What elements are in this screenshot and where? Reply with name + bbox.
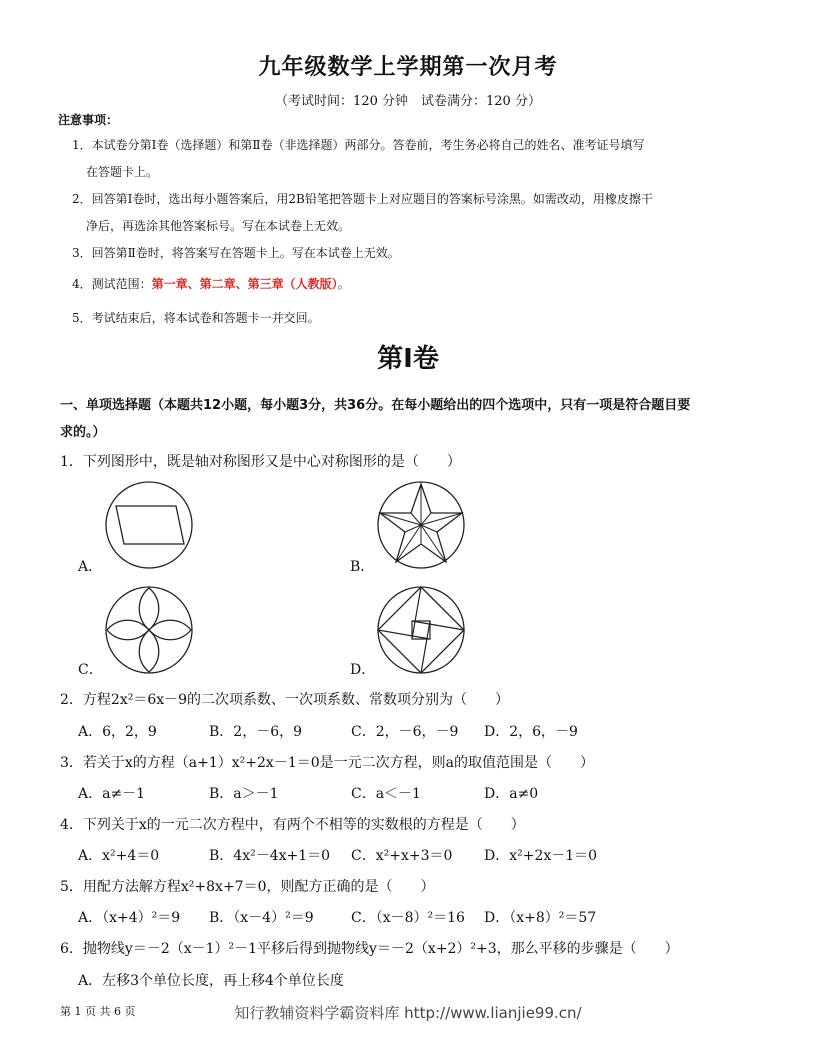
figure-a-label: A． [78,559,103,575]
notice-item-4 [72,276,350,292]
footer-watermark: 知行教辅资料学霸资料库 http://www.lianjie99.cn/ [234,1004,582,1022]
test-scope-highlight: 第一章、第二章、第三章（人教版） [151,277,338,291]
figure-b-label: B． [350,559,375,575]
question-3-option-d: D．a≠0 [484,786,539,802]
notice-heading: 注意事项： [58,113,119,127]
question-5-option-b: B．（x－4）²＝9 [209,910,314,926]
notice-item-5: 5．考试结束后，将本试卷和答题卡一并交回。 [72,311,320,325]
notice-item-4-prefix: 4．测试范围： [72,277,152,291]
notice-item-1: 1．本试卷分第Ⅰ卷（选择题）和第Ⅱ卷（非选择题）两部分。答卷前，考生务必将自己的姓名、准考证号填写 [72,138,645,152]
figure-a-circle-parallelogram [104,480,194,570]
notice-item-2-cont: 净后，再选涂其他答案标号。写在本试卷上无效。 [86,219,351,233]
figure-c-circle-petals [104,585,194,675]
question-6-stem: 6．抛物线y＝－2（x－1）²－1平移后得到抛物线y＝－2（x+2）²+3，那么平移的步骤是（ ） [60,941,679,957]
question-3-stem: 3．若关于x的方程（a+1）x²+2x－1＝0是一元二次方程，则a的取值范围是（ ） [60,755,594,771]
question-2-option-d: D．2，6，－9 [484,724,578,740]
notice-item-2: 2．回答第Ⅰ卷时，选出每小题答案后，用2B铅笔把答题卡上对应题目的答案标号涂黑。如需改动，用橡皮擦干 [72,192,653,206]
question-3-option-a: A．a≠－1 [78,786,146,802]
notice-item-1-cont: 在答题卡上。 [86,165,159,179]
question-4-option-d: D．x²+2x－1＝0 [484,848,598,864]
question-4-stem: 4．下列关于x的一元二次方程中，有两个不相等的实数根的方程是（ ） [60,817,525,833]
notice-item-4-suffix: 。 [337,277,350,291]
exam-title: 九年级数学上学期第一次月考 [258,55,558,80]
figure-d-circle-pinwheel [376,585,466,675]
figure-d-label: D． [350,662,376,678]
question-6-option-a: A．左移3个单位长度，再上移4个单位长度 [78,973,344,989]
page-number: 第 1 页 共 6 页 [60,1005,136,1018]
question-5-stem: 5．用配方法解方程x²+8x+7＝0，则配方正确的是（ ） [60,879,435,895]
exam-subtitle: （考试时间：120 分钟 试卷满分：120 分） [275,94,541,109]
question-2-stem: 2．方程2x²＝6x－9的二次项系数、一次项系数、常数项分别为（ ） [60,692,510,708]
part-title: 第Ⅰ卷 [377,344,439,374]
figure-c-label: C． [78,662,103,678]
figure-b-circle-star [376,480,466,570]
section-heading-cont: 求的。） [60,425,106,440]
question-5-option-a: A．（x+4）²＝9 [78,910,181,926]
question-1-stem: 1．下列图形中，既是轴对称图形又是中心对称图形的是（ ） [60,454,461,470]
question-3-option-b: B．a＞－1 [209,786,279,802]
question-5-option-c: C．（x－8）²＝16 [351,910,465,926]
question-4-option-c: C．x²+x+3＝0 [351,848,453,864]
question-2-option-a: A．6，2，9 [78,724,157,740]
question-2-option-b: B．2，－6，9 [209,724,303,740]
question-4-option-b: B．4x²－4x+1＝0 [209,848,331,864]
question-5-option-d: D．（x+8）²＝57 [484,910,597,926]
question-4-option-a: A．x²+4＝0 [78,848,160,864]
section-heading: 一、单项选择题（本题共12小题，每小题3分，共36分。在每小题给出的四个选项中，只有一项是符合题目要 [60,398,691,413]
question-3-option-c: C．a＜－1 [351,786,421,802]
question-2-option-c: C．2，－6，－9 [351,724,459,740]
notice-item-3: 3．回答第Ⅱ卷时，将答案写在答题卡上。写在本试卷上无效。 [72,246,400,260]
